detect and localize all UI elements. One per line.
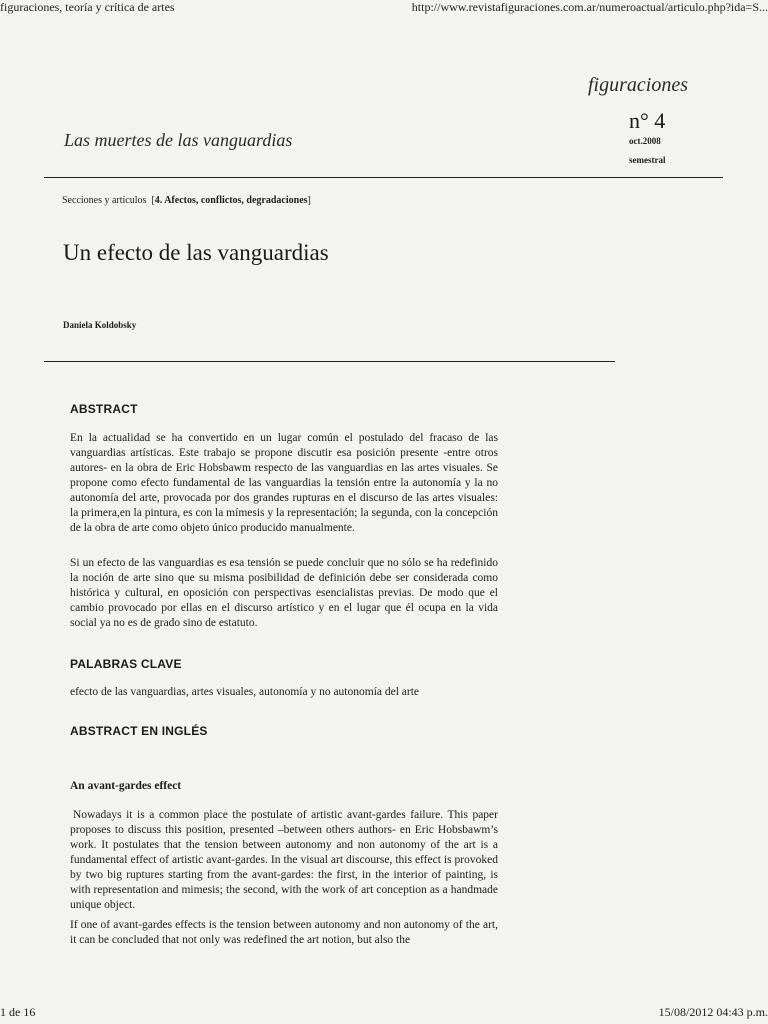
print-footer-datetime: 15/08/2012 04:43 p.m. [658, 1005, 768, 1019]
breadcrumb-open-bracket: [ [151, 195, 155, 206]
abstract-en-paragraph-2: If one of avant-gardes effects is the tension between autonomy and non autonomy of the art, it can be concluded that not only was redefined the art notion, but also the [70, 919, 498, 946]
print-footer-page: 1 de 16 [0, 1005, 36, 1019]
breadcrumb-section-link[interactable]: 4. Afectos, conflictos, degradaciones [154, 195, 308, 206]
article-title: Un efecto de las vanguardias [63, 240, 329, 265]
abstract-en-paragraph-1: Nowadays it is a common place the postulate of artistic avant-gardes failure. This paper proposes to discuss this position, presented –between others authors- en Eric Hobsbawm’s work. It postulates that the tension between autonomy and non autonomy of the art is a fundamental effect of artistic avant-gardes. In the visual art discourse, this effect is provoked by two big ruptures starting from the avant-gardes: the first, in the interior of painting, is with representation and mimesis; the second, with the work of art conception as a handmade unique object. [70, 809, 498, 911]
breadcrumb [62, 195, 311, 206]
abstract-paragraph-2: Si un efecto de las vanguardias es esa tensión se puede concluir que no sólo se ha redefinido la noción de arte sino que su misma posibilidad de definición debe ser considerada como histórica y cultural, en oposición con perspectivas esencialistas previas. De modo que el cambio provocado por ellas en el discurso artístico y en el lugar que él ocupa en la vida social ya no es de grado sino de estatuto. [70, 557, 498, 629]
issue-frequency: semestral [629, 155, 666, 165]
article-author: Daniela Koldobsky [63, 320, 137, 330]
journal-brand[interactable]: figuraciones [588, 74, 688, 96]
print-header-url[interactable]: http://www.revistafiguraciones.com.ar/numeroactual/articulo.php?ida=S... [411, 0, 768, 14]
issue-date: oct.2008 [629, 136, 661, 146]
keywords-text: efecto de las vanguardias, artes visuales, autonomía y no autonomía del arte [70, 686, 420, 698]
article-divider [44, 361, 615, 362]
breadcrumb-close-bracket: ] [307, 195, 311, 206]
issue-title: Las muertes de las vanguardias [64, 130, 293, 150]
keywords-heading: PALABRAS CLAVE [70, 657, 182, 671]
print-header-title: figuraciones, teoría y crítica de artes [0, 0, 175, 14]
abstract-heading: ABSTRACT [70, 402, 138, 416]
breadcrumb-prefix[interactable]: Secciones y artículos [62, 195, 147, 206]
abstract-paragraph-1: En la actualidad se ha convertido en un lugar común el postulado del fracaso de las vanguardias artísticas. Este trabajo se propone discutir esa posición presente -entre otros autores- en la obra de Eric Hobsbawm respecto de las vanguardias en las artes visuales. Se propone como efecto fundamental de las vanguardias la tensión entre la autonomía y la no autonomía del arte, provocada por dos grandes rupturas en el discurso de las artes visuales: la primera,en la pintura, es con la mímesis y la representación; la segunda, con la concepción de la obra de arte como objeto único producido manualmente. [70, 432, 498, 534]
header-divider [44, 177, 723, 178]
abstract-en-title: An avant-gardes effect [70, 780, 182, 792]
issue-number: n° 4 [629, 108, 666, 133]
abstract-en-heading: ABSTRACT EN INGLÉS [70, 724, 208, 738]
